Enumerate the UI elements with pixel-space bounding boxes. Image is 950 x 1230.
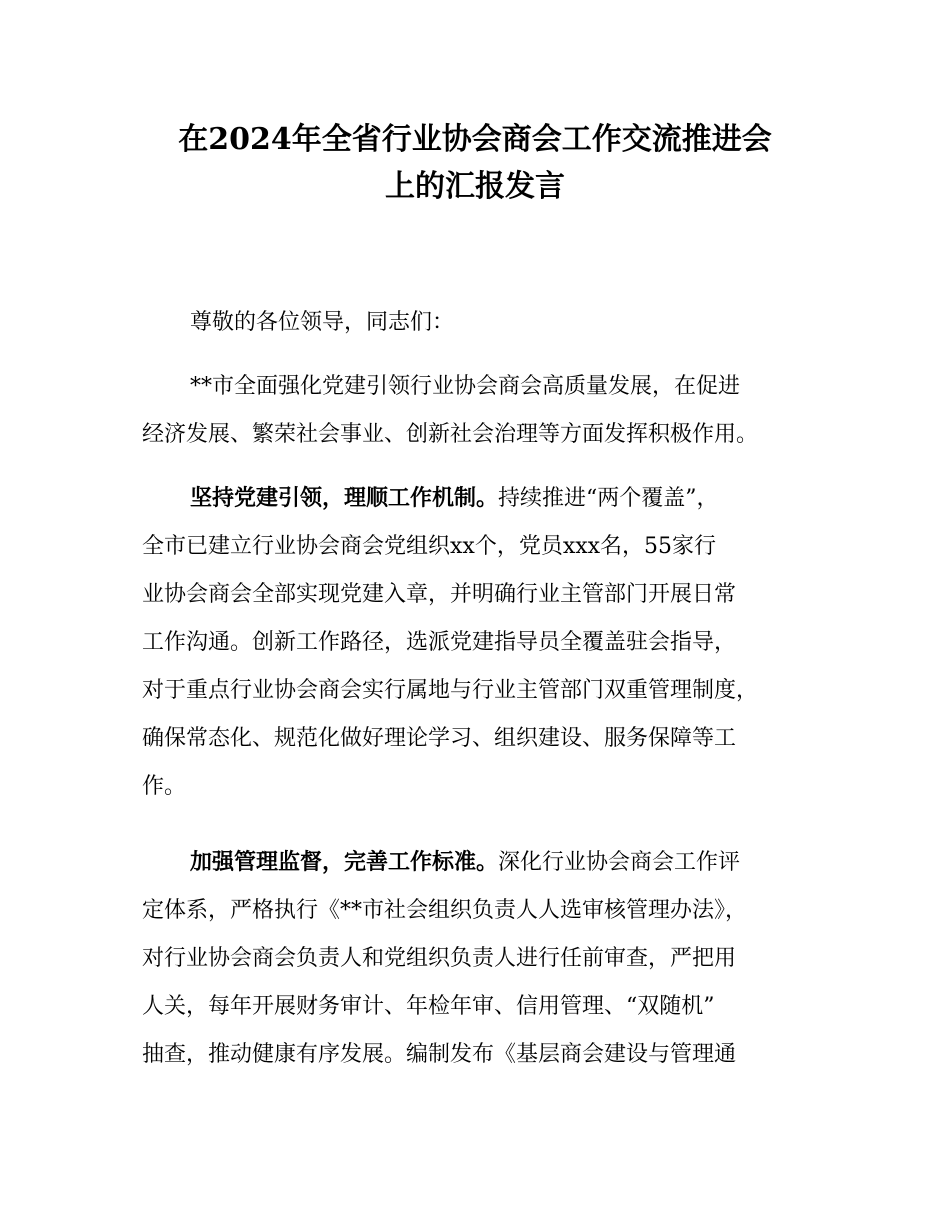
intro-paragraph <box>142 363 758 459</box>
section-2-line-2: 定体系，严格执行《**市社会组织负责人人选审核管理办法》， <box>142 898 748 923</box>
section-1-line-4: 工作沟通。创新工作路径，选派党建指导员全覆盖驻会指导， <box>142 630 737 655</box>
section-2-line-5: 抽查，推动健康有序发展。编制发布《基层商会建设与管理通 <box>142 1042 737 1067</box>
section-2-lead: 加强管理监督，完善工作标准。 <box>190 850 499 875</box>
section-1-line-6: 确保常态化、规范化做好理论学习、组织建设、服务保障等工 <box>142 726 737 751</box>
salutation: 尊敬的各位领导，同志们： <box>190 310 455 335</box>
section-1-line-5: 对于重点行业协会商会实行属地与行业主管部门双重管理制度， <box>142 678 759 703</box>
salutation-paragraph <box>142 299 454 347</box>
section-1-lead: 坚持党建引领，理顺工作机制。 <box>190 486 499 511</box>
section-2-line-1-rest: 深化行业协会商会工作评 <box>498 850 741 875</box>
intro-line-1: **市全面强化党建引领行业协会商会高质量发展，在促进 <box>190 374 741 399</box>
section-2-line-4: 人关，每年开展财务审计、年检年审、信用管理、“双随机” <box>142 994 715 1019</box>
title-line-2: 上的汇报发言 <box>385 169 565 204</box>
title-line-1: 在2024年全省行业协会商会工作交流推进会 <box>178 122 772 157</box>
section-1-line-1 <box>142 475 758 523</box>
section-1-line-3: 业协会商会全部实现党建入章，并明确行业主管部门开展日常 <box>142 582 737 607</box>
section-2-paragraph <box>142 839 747 1079</box>
section-1-paragraph <box>142 475 758 811</box>
intro-line-2: 经济发展、繁荣社会事业、创新社会治理等方面发挥积极作用。 <box>142 422 759 447</box>
section-2-line-3: 对行业协会商会负责人和党组织负责人进行任前审查，严把用 <box>142 946 737 971</box>
section-1-line-1-rest: 持续推进“两个覆盖”， <box>498 486 719 511</box>
section-1-line-7: 作。 <box>142 774 187 799</box>
document-title <box>120 116 830 210</box>
section-1-line-2: 全市已建立行业协会商会党组织xx个，党员xxx名，55家行 <box>142 534 717 559</box>
section-2-line-1 <box>142 839 747 887</box>
